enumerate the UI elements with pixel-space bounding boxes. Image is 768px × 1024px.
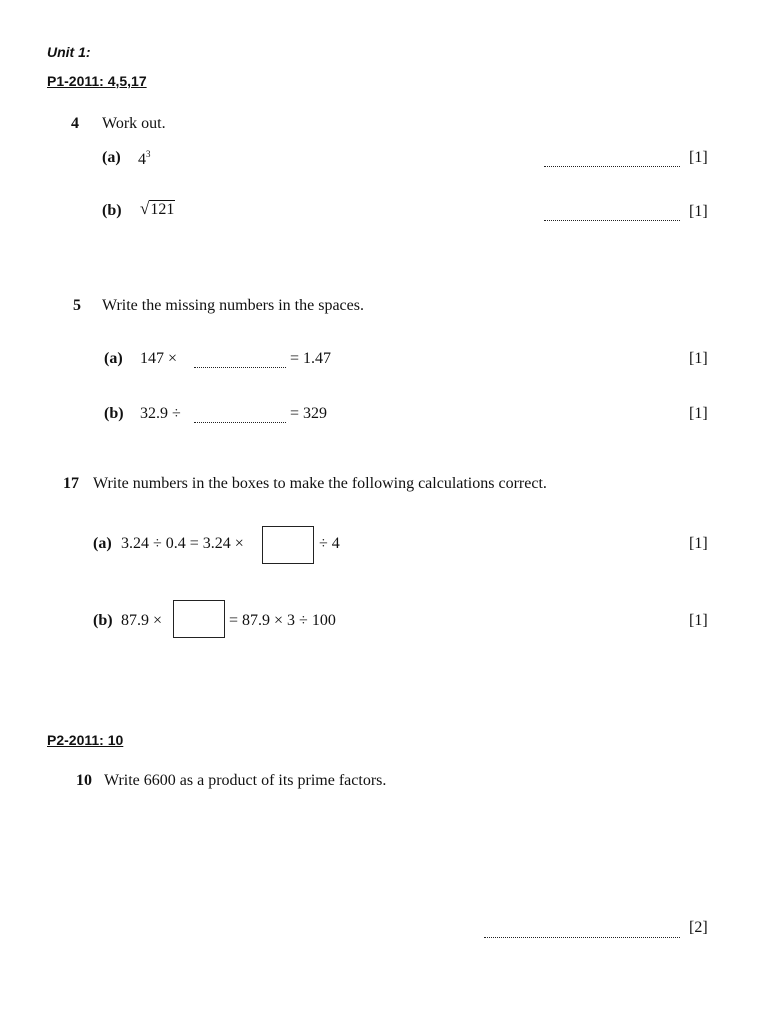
marks-5a: [1] bbox=[689, 350, 708, 367]
marks-17b: [1] bbox=[689, 612, 708, 629]
part-label-a: (a) bbox=[104, 350, 123, 367]
answer-line-4a[interactable] bbox=[544, 166, 680, 167]
question-text: Write 6600 as a product of its prime factors. bbox=[104, 772, 387, 789]
marks-4a: [1] bbox=[689, 149, 708, 166]
expression-left: 3.24 ÷ 0.4 = 3.24 × bbox=[121, 535, 244, 552]
power-exponent: 3 bbox=[146, 149, 151, 159]
question-number: 4 bbox=[71, 115, 79, 132]
answer-line-5b[interactable] bbox=[194, 422, 286, 423]
section-title-p1: P1-2011: 4,5,17 bbox=[47, 73, 147, 89]
expression-left: 32.9 ÷ bbox=[140, 405, 181, 422]
part-label-a: (a) bbox=[93, 535, 112, 552]
expression-right: ÷ 4 bbox=[319, 535, 340, 552]
radicand: 121 bbox=[150, 201, 175, 218]
marks-10: [2] bbox=[689, 919, 708, 936]
square-root-symbol: √ bbox=[140, 199, 150, 218]
power-expression bbox=[138, 149, 151, 169]
question-text: Write the missing numbers in the spaces. bbox=[102, 297, 364, 314]
marks-17a: [1] bbox=[689, 535, 708, 552]
expression-right: = 1.47 bbox=[290, 350, 332, 367]
unit-title: Unit 1: bbox=[47, 44, 91, 60]
part-label-a: (a) bbox=[102, 149, 121, 166]
marks-5b: [1] bbox=[689, 405, 708, 422]
answer-line-5a[interactable] bbox=[194, 367, 286, 368]
square-root-expression bbox=[140, 199, 175, 219]
expression-left: 87.9 × bbox=[121, 612, 163, 629]
part-label-b: (b) bbox=[102, 202, 122, 219]
answer-box-17b[interactable] bbox=[173, 600, 225, 638]
question-number: 17 bbox=[63, 475, 79, 492]
answer-line-4b[interactable] bbox=[544, 220, 680, 221]
marks-4b: [1] bbox=[689, 203, 708, 220]
answer-line-10[interactable] bbox=[484, 937, 680, 938]
expression-left: 147 × bbox=[140, 350, 178, 367]
question-number: 10 bbox=[76, 772, 92, 789]
question-text: Work out. bbox=[102, 115, 166, 132]
answer-box-17a[interactable] bbox=[262, 526, 314, 564]
expression-right: = 329 bbox=[290, 405, 328, 422]
part-label-b: (b) bbox=[104, 405, 124, 422]
part-label-b: (b) bbox=[93, 612, 113, 629]
question-text: Write numbers in the boxes to make the following calculations correct. bbox=[93, 475, 547, 492]
question-number: 5 bbox=[73, 297, 81, 314]
power-base: 4 bbox=[138, 151, 146, 168]
expression-right: = 87.9 × 3 ÷ 100 bbox=[229, 612, 336, 629]
section-title-p2: P2-2011: 10 bbox=[47, 732, 124, 748]
